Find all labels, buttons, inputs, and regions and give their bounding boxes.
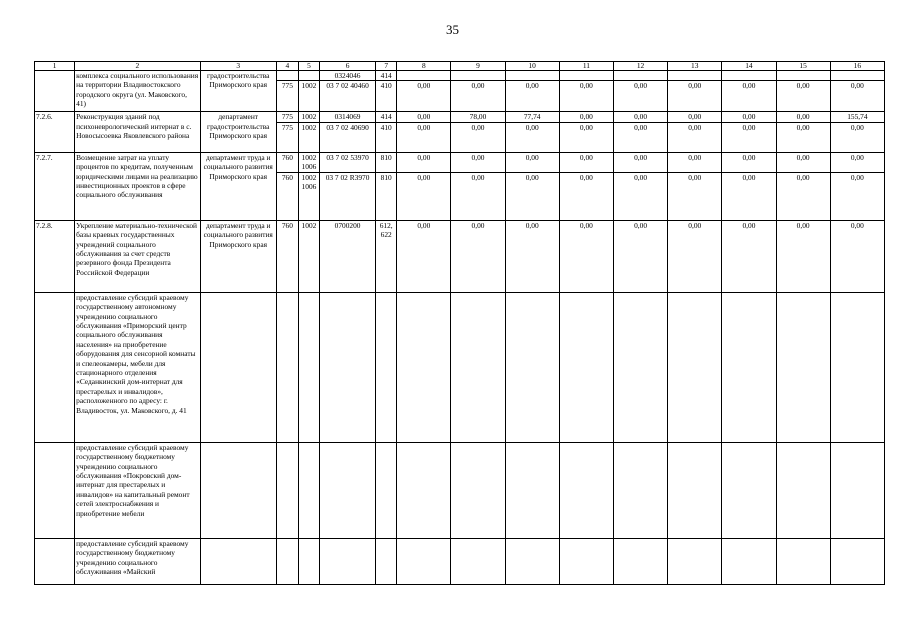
value-cell: 0,00: [451, 152, 505, 172]
empty-cell: [200, 442, 276, 538]
value-cell: 0,00: [451, 81, 505, 112]
value-cell: 0,00: [559, 81, 613, 112]
empty-cell: [397, 292, 451, 442]
column-header: 11: [559, 62, 613, 71]
empty-cell: [722, 292, 776, 442]
code-cell: 1002 1006: [298, 172, 319, 220]
empty-cell: [200, 292, 276, 442]
column-header: 10: [505, 62, 559, 71]
column-header: 5: [298, 62, 319, 71]
empty-cell: [200, 538, 276, 584]
value-cell: 0,00: [397, 112, 451, 122]
empty-cell: [397, 538, 451, 584]
value-cell: 0,00: [559, 172, 613, 220]
column-header: 15: [776, 62, 830, 71]
empty-cell: [613, 292, 667, 442]
value-cell: 0,00: [722, 122, 776, 152]
empty-cell: [776, 538, 830, 584]
item-responsible: департамент труда и социального развития Приморского края: [200, 220, 276, 292]
empty-cell: [35, 538, 75, 584]
code-cell: 760: [276, 152, 298, 172]
table-row: [35, 152, 885, 172]
subitem-description: предоставление субсидий краевому государственному автономному учреждению социального обслуживания «Приморский центр социального обслуживания населения» на приобретение оборудования для сенсорной комнаты и спелеокамеры, мебели для стационарного отделения «Седанкинский дом-интернат для престарелых и инвалидов», расположенного по адресу: г. Владивосток, ул. Маковского, д. 41: [75, 292, 200, 442]
value-cell: 0,00: [613, 112, 667, 122]
column-header: 9: [451, 62, 505, 71]
code-cell: 410: [376, 81, 397, 112]
column-header: 7: [376, 62, 397, 71]
value-cell: [668, 71, 722, 81]
value-cell: 0,00: [559, 220, 613, 292]
value-cell: 0,00: [830, 172, 884, 220]
empty-cell: [776, 292, 830, 442]
empty-cell: [35, 292, 75, 442]
empty-cell: [397, 442, 451, 538]
empty-cell: [830, 292, 884, 442]
code-cell: 775: [276, 122, 298, 152]
empty-cell: [276, 538, 298, 584]
item-number: 7.2.7.: [35, 152, 75, 220]
empty-cell: [830, 442, 884, 538]
value-cell: 0,00: [613, 122, 667, 152]
value-cell: 0,00: [397, 122, 451, 152]
column-header: 12: [613, 62, 667, 71]
column-header: 2: [75, 62, 200, 71]
item-description: Реконструкция зданий под психоневрологический интернат в с. Новосысоевка Яковлевского района: [75, 112, 200, 152]
empty-cell: [451, 538, 505, 584]
item-responsible: градостроительства Приморского края: [200, 71, 276, 112]
item-responsible: департамент градостроительства Приморского края: [200, 112, 276, 152]
value-cell: 0,00: [505, 220, 559, 292]
value-cell: 0,00: [830, 152, 884, 172]
code-cell: 0700200: [319, 220, 375, 292]
value-cell: 0,00: [722, 172, 776, 220]
empty-cell: [276, 292, 298, 442]
value-cell: 0,00: [451, 122, 505, 152]
empty-cell: [668, 442, 722, 538]
value-cell: 0,00: [613, 152, 667, 172]
subitem-description: предоставление субсидий краевому государственному бюджетному учреждению социального обслуживания «Покровский дом-интернат для престарелых и инвалидов» на капитальный ремонт сетей электроснабжения и приобретение мебели: [75, 442, 200, 538]
code-cell: 03 7 02 40460: [319, 81, 375, 112]
value-cell: 0,00: [776, 152, 830, 172]
subitem-description: предоставление субсидий краевому государственному бюджетному учреждению социального обслуживания «Майский: [75, 538, 200, 584]
value-cell: [830, 71, 884, 81]
value-cell: 0,00: [668, 152, 722, 172]
empty-cell: [376, 292, 397, 442]
column-header: 6: [319, 62, 375, 71]
code-cell: 03 7 02 53970: [319, 152, 375, 172]
value-cell: 0,00: [451, 172, 505, 220]
empty-cell: [505, 538, 559, 584]
value-cell: 0,00: [613, 81, 667, 112]
value-cell: 0,00: [559, 112, 613, 122]
code-cell: 414: [376, 112, 397, 122]
value-cell: 0,00: [668, 172, 722, 220]
value-cell: 0,00: [830, 122, 884, 152]
value-cell: 77,74: [505, 112, 559, 122]
code-cell: 612, 622: [376, 220, 397, 292]
value-cell: 0,00: [722, 81, 776, 112]
code-cell: 414: [376, 71, 397, 81]
empty-cell: [722, 538, 776, 584]
value-cell: 0,00: [505, 81, 559, 112]
code-cell: 760: [276, 220, 298, 292]
empty-cell: [451, 442, 505, 538]
code-cell: 1002 1006: [298, 152, 319, 172]
value-cell: 0,00: [722, 112, 776, 122]
empty-cell: [559, 292, 613, 442]
column-header: 14: [722, 62, 776, 71]
item-number: [35, 71, 75, 112]
value-cell: 0,00: [668, 112, 722, 122]
column-number-row: [35, 62, 885, 71]
value-cell: 0,00: [776, 220, 830, 292]
column-header: 3: [200, 62, 276, 71]
empty-cell: [451, 292, 505, 442]
code-cell: 410: [376, 122, 397, 152]
empty-cell: [298, 538, 319, 584]
empty-cell: [319, 538, 375, 584]
code-cell: 0314069: [319, 112, 375, 122]
value-cell: [722, 71, 776, 81]
value-cell: 0,00: [505, 152, 559, 172]
empty-cell: [830, 538, 884, 584]
value-cell: 155,74: [830, 112, 884, 122]
value-cell: 0,00: [668, 220, 722, 292]
value-cell: 0,00: [613, 220, 667, 292]
value-cell: 0,00: [776, 112, 830, 122]
value-cell: [559, 71, 613, 81]
empty-cell: [376, 538, 397, 584]
value-cell: 0,00: [776, 172, 830, 220]
value-cell: 0,00: [451, 220, 505, 292]
value-cell: 0,00: [397, 152, 451, 172]
value-cell: 0,00: [505, 172, 559, 220]
empty-cell: [559, 442, 613, 538]
empty-cell: [319, 442, 375, 538]
empty-cell: [505, 292, 559, 442]
column-header: 4: [276, 62, 298, 71]
value-cell: 0,00: [613, 172, 667, 220]
value-cell: 78,00: [451, 112, 505, 122]
value-cell: [505, 71, 559, 81]
empty-cell: [722, 442, 776, 538]
code-cell: 775: [276, 112, 298, 122]
code-cell: [276, 71, 298, 81]
table-subrow: [35, 442, 885, 538]
table-row: [35, 220, 885, 292]
budget-table: [34, 61, 885, 585]
code-cell: 1002: [298, 220, 319, 292]
value-cell: [613, 71, 667, 81]
table-subrow: [35, 292, 885, 442]
code-cell: 0324046: [319, 71, 375, 81]
value-cell: 0,00: [668, 81, 722, 112]
page-number: 35: [446, 22, 459, 37]
empty-cell: [505, 442, 559, 538]
item-description: Возмещение затрат на уплату процентов по кредитам, полученным юридическими лицами на реализацию инвестиционных проектов в сфере социального обслуживания: [75, 152, 200, 220]
value-cell: 0,00: [722, 152, 776, 172]
empty-cell: [276, 442, 298, 538]
empty-cell: [668, 292, 722, 442]
code-cell: 810: [376, 152, 397, 172]
value-cell: 0,00: [722, 220, 776, 292]
item-number: 7.2.6.: [35, 112, 75, 152]
value-cell: [397, 71, 451, 81]
empty-cell: [35, 442, 75, 538]
value-cell: 0,00: [830, 81, 884, 112]
column-header: 1: [35, 62, 75, 71]
value-cell: 0,00: [559, 122, 613, 152]
value-cell: 0,00: [397, 81, 451, 112]
code-cell: 760: [276, 172, 298, 220]
value-cell: 0,00: [397, 220, 451, 292]
code-cell: 1002: [298, 81, 319, 112]
empty-cell: [613, 442, 667, 538]
value-cell: [776, 71, 830, 81]
item-responsible: департамент труда и социального развития Приморского края: [200, 152, 276, 220]
code-cell: 1002: [298, 122, 319, 152]
table-subrow: [35, 538, 885, 584]
table-row: [35, 112, 885, 122]
value-cell: [451, 71, 505, 81]
code-cell: 810: [376, 172, 397, 220]
value-cell: 0,00: [776, 122, 830, 152]
empty-cell: [668, 538, 722, 584]
value-cell: 0,00: [830, 220, 884, 292]
item-description: Укрепление материально-технической базы краевых государственных учреждений социального обслуживания за счет средств резервного фонда Президента Российской Федерации: [75, 220, 200, 292]
code-cell: [298, 71, 319, 81]
code-cell: 03 7 02 R3970: [319, 172, 375, 220]
value-cell: 0,00: [668, 122, 722, 152]
code-cell: 1002: [298, 112, 319, 122]
value-cell: 0,00: [505, 122, 559, 152]
empty-cell: [559, 538, 613, 584]
empty-cell: [298, 442, 319, 538]
column-header: 16: [830, 62, 884, 71]
column-header: 13: [668, 62, 722, 71]
empty-cell: [376, 442, 397, 538]
code-cell: 03 7 02 40690: [319, 122, 375, 152]
empty-cell: [613, 538, 667, 584]
value-cell: 0,00: [397, 172, 451, 220]
empty-cell: [776, 442, 830, 538]
table-row: [35, 71, 885, 81]
value-cell: 0,00: [559, 152, 613, 172]
empty-cell: [319, 292, 375, 442]
code-cell: 775: [276, 81, 298, 112]
empty-cell: [298, 292, 319, 442]
item-description: комплекса социального использования на территории Владивостокского городского округа (ул. Маковского, 41): [75, 71, 200, 112]
item-number: 7.2.8.: [35, 220, 75, 292]
column-header: 8: [397, 62, 451, 71]
value-cell: 0,00: [776, 81, 830, 112]
